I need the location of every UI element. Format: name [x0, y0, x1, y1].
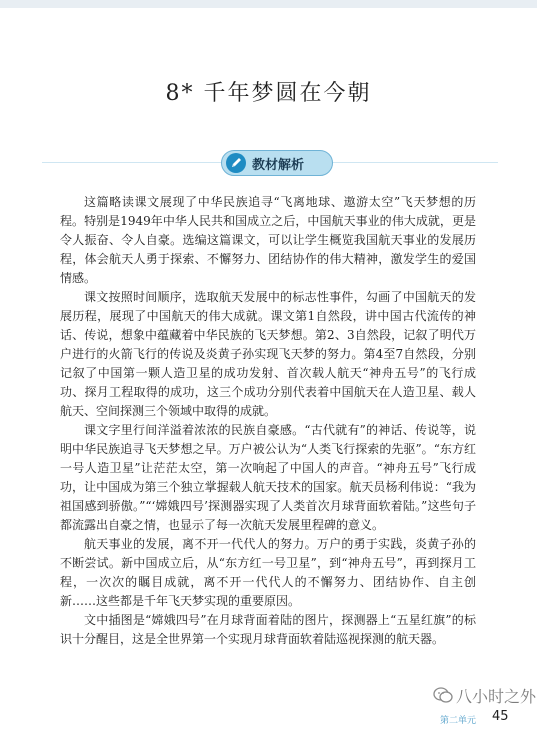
lesson-title: 8* 千年梦圆在今朝 [165, 81, 372, 106]
section-banner [42, 146, 498, 180]
section-pill [221, 150, 333, 176]
footer-chapter: 第二单元 [440, 716, 477, 726]
watermark [432, 683, 536, 707]
paragraph-4: 航天事业的发展，离不开一代代人的努力。万户的勇于实践，炎黄子孙的不断尝试。新中国成立后，从“东方红一号卫星”，到“神舟五号”，再到探月工程，一次次的瞩目成就，离不开一代代人的不懈努力、团结协作、自主创新……这些都是千年飞天梦实现的重要原因。 [60, 537, 476, 608]
section-label: 教材解析 [252, 158, 305, 173]
body-text [60, 193, 476, 649]
wechat-logo-icon [432, 684, 454, 706]
pencil-icon [226, 153, 246, 173]
watermark-text: 八小时之外 [456, 686, 537, 706]
page-number: 45 [492, 709, 509, 724]
paragraph-1: 这篇略读课文展现了中华民族追寻“飞离地球、遨游太空”飞天梦想的历程。特别是1949年中华人民共和国成立之后，中国航天事业的伟大成就，更是令人振奋、令人自豪。选编这篇课文，可以让学生概览我国航天事业的发展历程，体会航天人勇于探索、不懈努力、团结协作的伟大精神，激发学生的爱国情感。 [60, 195, 476, 285]
paragraph-5: 文中插图是“嫦娥四号”在月球背面着陆的图片，探测器上“五星红旗”的标识十分醒目，这是全世界第一个实现月球背面软着陆巡视探测的航天器。 [60, 613, 476, 646]
page-top-bar [0, 0, 537, 8]
paragraph-2: 课文按照时间顺序，选取航天发展中的标志性事件，勾画了中国航天的发展历程，展现了中国航天的伟大成就。课文第1自然段，讲中国古代流传的神话、传说，想象中蕴藏着中华民族的飞天梦想。第2、3自然段，记叙了明代万户进行的火箭飞行的传说及炎黄子孙实现飞天梦的努力。第4至7自然段，分别记叙了中国第一颗人造卫星的成功发射、首次载人航天“神舟五号”的飞行成功、探月工程取得的成功，这三个成功分别代表着中国航天在人造卫星、载人航天、空间探测三个领域中取得的成就。 [60, 290, 476, 418]
paragraph-3: 课文字里行间洋溢着浓浓的民族自豪感。“古代就有”的神话、传说等，说明中华民族追寻飞天梦想之早。万户被公认为“人类飞行探索的先驱”。“东方红一号人造卫星”让茫茫太空，第一次响起了中国人的声音。“神舟五号”飞行成功，让中国成为第三个独立掌握载人航天技术的国家。航天员杨利伟说：“我为祖国感到骄傲。”“‘嫦娥四号’探测器实现了人类首次月球背面软着陆。”这些句子都流露出自豪之情，也显示了每一次航天发展里程碑的意义。 [60, 423, 476, 532]
